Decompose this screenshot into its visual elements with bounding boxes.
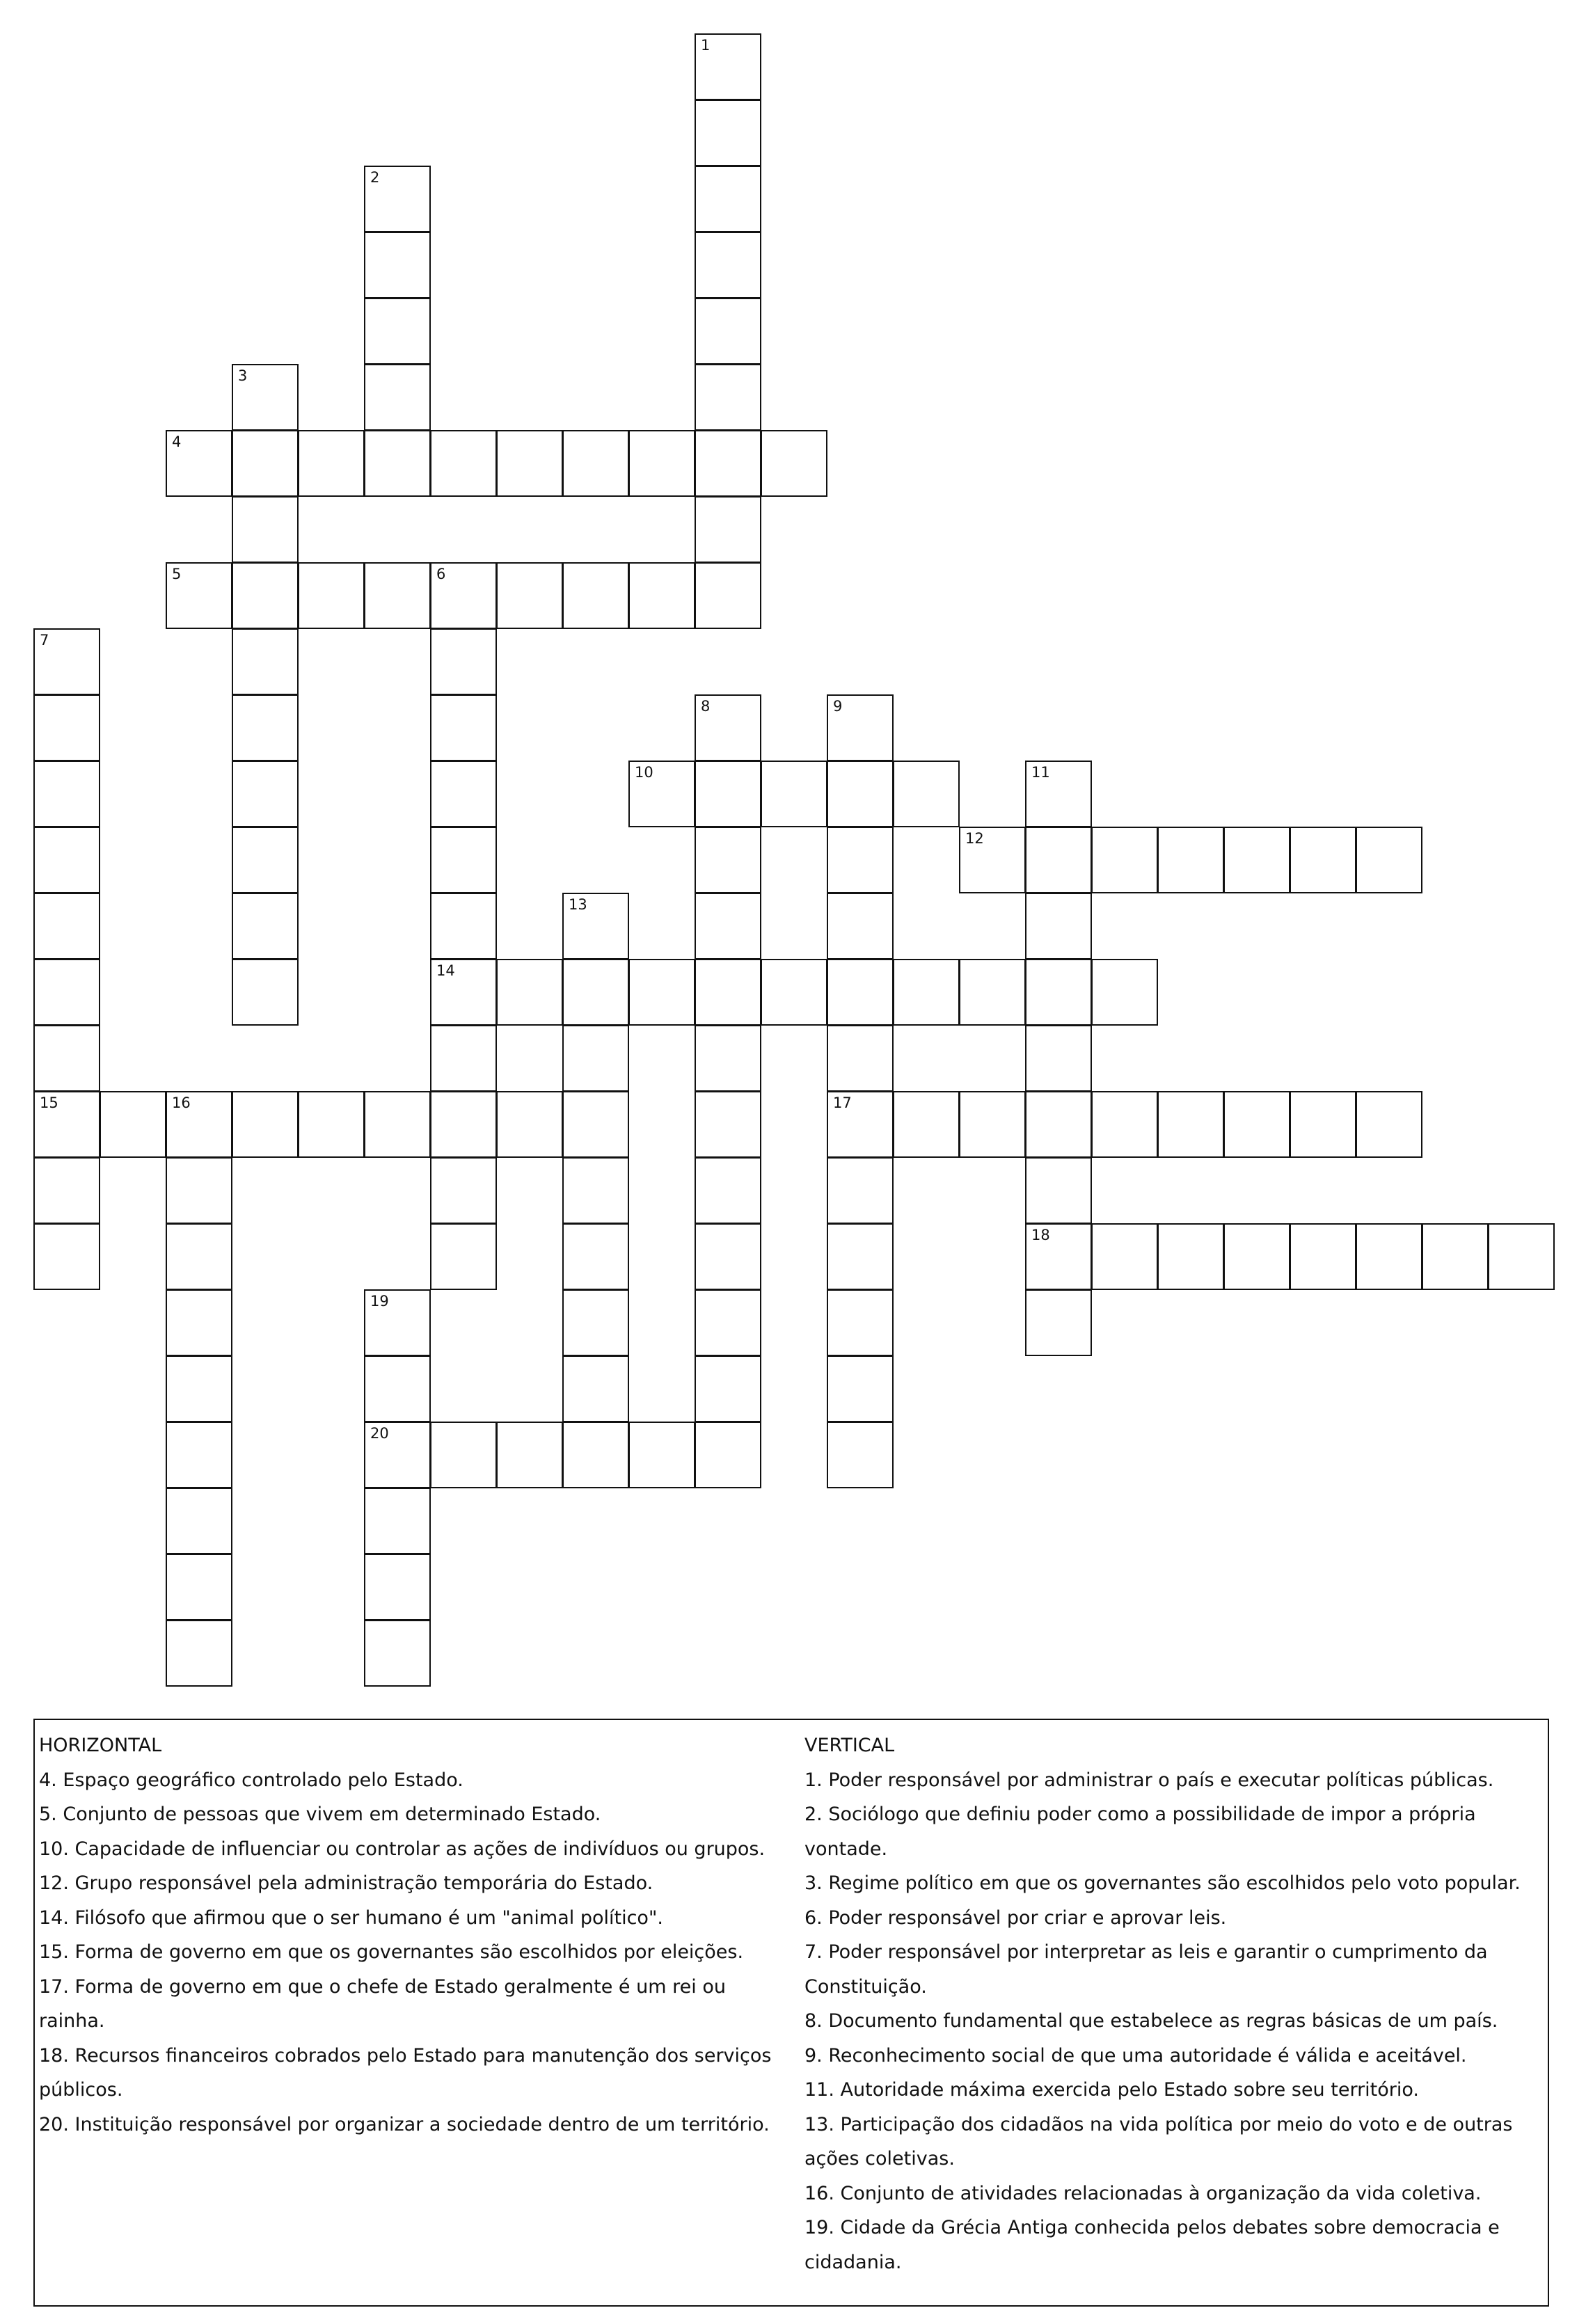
grid-cell[interactable]: [562, 430, 629, 497]
grid-cell[interactable]: [33, 1223, 100, 1290]
grid-cell[interactable]: [364, 166, 431, 232]
grid-cell[interactable]: [628, 1422, 695, 1488]
clue-item: 6. Poder responsável por criar e aprovar leis.: [804, 1907, 1227, 1929]
clue-number: 19: [370, 1293, 389, 1310]
grid-cell[interactable]: [166, 1157, 232, 1224]
grid-cell[interactable]: [562, 1223, 629, 1290]
clue-number: 1: [701, 37, 711, 54]
grid-cell[interactable]: [430, 827, 497, 893]
vertical-clues: [804, 1728, 1542, 2279]
horizontal-title: HORIZONTAL: [39, 1735, 162, 1756]
grid-cell[interactable]: [1025, 761, 1092, 827]
clue-number: 18: [1031, 1227, 1050, 1243]
grid-cell[interactable]: [232, 694, 299, 761]
grid-cell[interactable]: [562, 893, 629, 960]
grid-cell[interactable]: [827, 1091, 894, 1158]
grid-cell[interactable]: [166, 1289, 232, 1356]
grid-cell[interactable]: [33, 628, 100, 695]
grid-cell[interactable]: [1356, 827, 1422, 893]
grid-cell[interactable]: [364, 1488, 431, 1554]
grid-cell[interactable]: [33, 694, 100, 761]
grid-cell[interactable]: [430, 761, 497, 827]
grid-cell[interactable]: [430, 1422, 497, 1488]
grid-cell[interactable]: [959, 1091, 1026, 1158]
grid-cell[interactable]: [695, 1355, 761, 1422]
grid-cell[interactable]: [364, 364, 431, 431]
clue-item: 14. Filósofo que afirmou que o ser humano é um "animal político".: [39, 1907, 663, 1929]
grid-cell[interactable]: [1025, 827, 1092, 893]
grid-cell[interactable]: [827, 1025, 894, 1092]
vertical-title: VERTICAL: [804, 1735, 895, 1756]
grid-cell[interactable]: [695, 100, 761, 166]
grid-cell[interactable]: [628, 761, 695, 827]
grid-cell[interactable]: [695, 496, 761, 563]
grid-cell[interactable]: [893, 1091, 960, 1158]
grid-cell[interactable]: [827, 959, 894, 1026]
grid-cell[interactable]: [827, 1157, 894, 1224]
grid-cell[interactable]: [430, 628, 497, 695]
grid-cell[interactable]: [33, 893, 100, 960]
grid-cell[interactable]: [959, 959, 1026, 1026]
grid-cell[interactable]: [562, 1422, 629, 1488]
clue-number: 15: [40, 1095, 58, 1111]
grid-cell[interactable]: [893, 761, 960, 827]
grid-cell[interactable]: [1290, 827, 1356, 893]
clue-item: 15. Forma de governo em que os governantes são escolhidos por eleições.: [39, 1941, 744, 1963]
clue-number: 12: [965, 830, 984, 847]
grid-cell[interactable]: [496, 1091, 563, 1158]
grid-cell[interactable]: [364, 1289, 431, 1356]
grid-cell[interactable]: [364, 298, 431, 365]
grid-cell[interactable]: [827, 761, 894, 827]
grid-cell[interactable]: [232, 562, 299, 629]
grid-cell[interactable]: [166, 1355, 232, 1422]
clue-item: 17. Forma de governo em que o chefe de Estado geralmente é um rei ou rainha.: [39, 1975, 726, 2032]
grid-cell[interactable]: [695, 232, 761, 299]
grid-cell[interactable]: [430, 562, 497, 629]
grid-cell[interactable]: [1223, 1091, 1290, 1158]
grid-cell[interactable]: [1091, 1091, 1158, 1158]
grid-cell[interactable]: [1091, 1223, 1158, 1290]
grid-cell[interactable]: [695, 364, 761, 431]
grid-cell[interactable]: [1223, 1223, 1290, 1290]
grid-cell[interactable]: [1422, 1223, 1489, 1290]
grid-cell[interactable]: [628, 430, 695, 497]
grid-cell[interactable]: [430, 1157, 497, 1224]
grid-cell[interactable]: [695, 1025, 761, 1092]
grid-cell[interactable]: [695, 1223, 761, 1290]
clue-item: 8. Documento fundamental que estabelece as regras básicas de um país.: [804, 2010, 1498, 2032]
clue-item: 3. Regime político em que os governantes são escolhidos pelo voto popular.: [804, 1872, 1521, 1894]
clue-item: 9. Reconhecimento social de que uma autoridade é válida e aceitável.: [804, 2044, 1467, 2067]
clue-number: 2: [370, 169, 380, 186]
grid-cell[interactable]: [695, 827, 761, 893]
grid-cell[interactable]: [232, 827, 299, 893]
clue-number: 10: [635, 764, 653, 781]
clue-item: 11. Autoridade máxima exercida pelo Estado sobre seu território.: [804, 2079, 1420, 2101]
grid-cell[interactable]: [562, 1091, 629, 1158]
grid-cell[interactable]: [430, 694, 497, 761]
grid-cell[interactable]: [1025, 893, 1092, 960]
clue-item: 5. Conjunto de pessoas que vivem em determinado Estado.: [39, 1804, 601, 1825]
clue-number: 16: [172, 1095, 191, 1111]
grid-cell[interactable]: [232, 761, 299, 827]
grid-cell[interactable]: [1025, 959, 1092, 1026]
clue-item: 16. Conjunto de atividades relacionadas à organização da vida coletiva.: [804, 2182, 1482, 2204]
clue-item: 4. Espaço geográfico controlado pelo Estado.: [39, 1769, 463, 1791]
grid-cell[interactable]: [33, 1091, 100, 1158]
grid-cell[interactable]: [166, 430, 232, 497]
clue-item: 10. Capacidade de influenciar ou controlar as ações de indivíduos ou grupos.: [39, 1838, 766, 1860]
grid-cell[interactable]: [1157, 827, 1224, 893]
grid-cell[interactable]: [761, 430, 827, 497]
grid-cell[interactable]: [893, 959, 960, 1026]
grid-cell[interactable]: [166, 1620, 232, 1687]
grid-cell[interactable]: [695, 1422, 761, 1488]
grid-cell[interactable]: [1091, 827, 1158, 893]
grid-cell[interactable]: [496, 430, 563, 497]
grid-cell[interactable]: [364, 1091, 431, 1158]
grid-cell[interactable]: [33, 761, 100, 827]
grid-cell[interactable]: [166, 1422, 232, 1488]
grid-cell[interactable]: [827, 1223, 894, 1290]
clue-number: 14: [436, 962, 455, 979]
clue-item: 20. Instituição responsável por organizar a sociedade dentro de um território.: [39, 2113, 770, 2135]
grid-cell[interactable]: [695, 562, 761, 629]
grid-cell[interactable]: [695, 761, 761, 827]
grid-cell[interactable]: [232, 628, 299, 695]
grid-cell[interactable]: [628, 562, 695, 629]
grid-cell[interactable]: [562, 1289, 629, 1356]
clue-number: 17: [833, 1095, 852, 1111]
grid-cell[interactable]: [695, 166, 761, 232]
grid-cell[interactable]: [695, 959, 761, 1026]
grid-cell[interactable]: [496, 562, 563, 629]
grid-cell[interactable]: [1025, 1025, 1092, 1092]
clue-number: 3: [238, 367, 248, 384]
grid-cell[interactable]: [364, 232, 431, 299]
grid-cell[interactable]: [695, 1091, 761, 1158]
clue-item: 19. Cidade da Grécia Antiga conhecida pelos debates sobre democracia e cidadania.: [804, 2217, 1500, 2273]
grid-cell[interactable]: [562, 562, 629, 629]
grid-cell[interactable]: [232, 893, 299, 960]
grid-cell[interactable]: [1157, 1223, 1224, 1290]
clues-box: [33, 1719, 1549, 2307]
grid-cell[interactable]: [100, 1091, 166, 1158]
horizontal-clue-list: [39, 1763, 798, 2142]
grid-cell[interactable]: [364, 1620, 431, 1687]
grid-cell[interactable]: [695, 33, 761, 100]
grid-cell[interactable]: [232, 959, 299, 1026]
grid-cell[interactable]: [1356, 1091, 1422, 1158]
clue-item: 2. Sociólogo que definiu poder como a possibilidade de impor a própria vontade.: [804, 1804, 1476, 1860]
grid-cell[interactable]: [695, 1289, 761, 1356]
grid-cell[interactable]: [695, 893, 761, 960]
grid-cell[interactable]: [959, 827, 1026, 893]
grid-cell[interactable]: [695, 298, 761, 365]
grid-cell[interactable]: [1290, 1223, 1356, 1290]
grid-cell[interactable]: [496, 959, 563, 1026]
grid-cell[interactable]: [430, 893, 497, 960]
clue-number: 11: [1031, 764, 1050, 781]
grid-cell[interactable]: [1488, 1223, 1555, 1290]
grid-cell[interactable]: [562, 1355, 629, 1422]
grid-cell[interactable]: [298, 562, 365, 629]
grid-cell[interactable]: [166, 1091, 232, 1158]
grid-cell[interactable]: [827, 1355, 894, 1422]
grid-cell[interactable]: [430, 1223, 497, 1290]
grid-cell[interactable]: [562, 1025, 629, 1092]
grid-cell[interactable]: [33, 1025, 100, 1092]
grid-cell[interactable]: [1290, 1091, 1356, 1158]
clue-number: 8: [701, 698, 711, 715]
grid-cell[interactable]: [166, 1223, 232, 1290]
grid-cell[interactable]: [298, 430, 365, 497]
vertical-clue-list: [804, 1763, 1542, 2280]
grid-cell[interactable]: [298, 1091, 365, 1158]
grid-cell[interactable]: [166, 1488, 232, 1554]
grid-cell[interactable]: [166, 562, 232, 629]
grid-cell[interactable]: [364, 562, 431, 629]
grid-cell[interactable]: [562, 1157, 629, 1224]
grid-cell[interactable]: [364, 1422, 431, 1488]
grid-cell[interactable]: [1025, 1157, 1092, 1224]
grid-cell[interactable]: [1025, 1091, 1092, 1158]
grid-cell[interactable]: [827, 893, 894, 960]
clue-number: 20: [370, 1425, 389, 1442]
grid-cell[interactable]: [33, 827, 100, 893]
grid-cell[interactable]: [430, 959, 497, 1026]
grid-cell[interactable]: [364, 1355, 431, 1422]
grid-cell[interactable]: [33, 1157, 100, 1224]
grid-cell[interactable]: [827, 1422, 894, 1488]
clue-item: 7. Poder responsável por interpretar as leis e garantir o cumprimento da Constituição.: [804, 1941, 1488, 1998]
clue-item: 1. Poder responsável por administrar o país e executar políticas públicas.: [804, 1769, 1494, 1791]
grid-cell[interactable]: [364, 430, 431, 497]
grid-cell[interactable]: [33, 959, 100, 1026]
grid-cell[interactable]: [1025, 1223, 1092, 1290]
horizontal-clues: [39, 1728, 798, 2142]
grid-cell[interactable]: [695, 430, 761, 497]
grid-cell[interactable]: [1091, 959, 1158, 1026]
grid-cell[interactable]: [695, 1157, 761, 1224]
grid-cell[interactable]: [562, 959, 629, 1026]
grid-cell[interactable]: [827, 1289, 894, 1356]
grid-cell[interactable]: [430, 430, 497, 497]
grid-cell[interactable]: [232, 430, 299, 497]
grid-cell[interactable]: [695, 694, 761, 761]
clue-item: 13. Participação dos cidadãos na vida política por meio do voto e de outras ações coletivas.: [804, 2113, 1513, 2170]
clue-number: 5: [172, 566, 182, 582]
clue-number: 7: [40, 632, 49, 648]
clue-number: 9: [833, 698, 843, 715]
grid-cell[interactable]: [628, 959, 695, 1026]
grid-cell[interactable]: [232, 1091, 299, 1158]
grid-cell[interactable]: [232, 496, 299, 563]
grid-cell[interactable]: [1025, 1289, 1092, 1356]
grid-cell[interactable]: [232, 364, 299, 431]
grid-cell[interactable]: [761, 761, 827, 827]
grid-cell[interactable]: [1356, 1223, 1422, 1290]
clue-number: 4: [172, 433, 182, 450]
grid-cell[interactable]: [166, 1554, 232, 1621]
grid-cell[interactable]: [430, 1025, 497, 1092]
grid-cell[interactable]: [1223, 827, 1290, 893]
clue-number: 13: [569, 896, 587, 913]
grid-cell[interactable]: [827, 694, 894, 761]
grid-cell[interactable]: [496, 1422, 563, 1488]
clue-number: 6: [436, 566, 446, 582]
grid-cell[interactable]: [364, 1554, 431, 1621]
grid-cell[interactable]: [827, 827, 894, 893]
grid-cell[interactable]: [761, 959, 827, 1026]
grid-cell[interactable]: [1157, 1091, 1224, 1158]
clue-item: 12. Grupo responsável pela administração temporária do Estado.: [39, 1872, 653, 1894]
grid-cell[interactable]: [430, 1091, 497, 1158]
clue-item: 18. Recursos financeiros cobrados pelo Estado para manutenção dos serviços públicos.: [39, 2044, 772, 2101]
